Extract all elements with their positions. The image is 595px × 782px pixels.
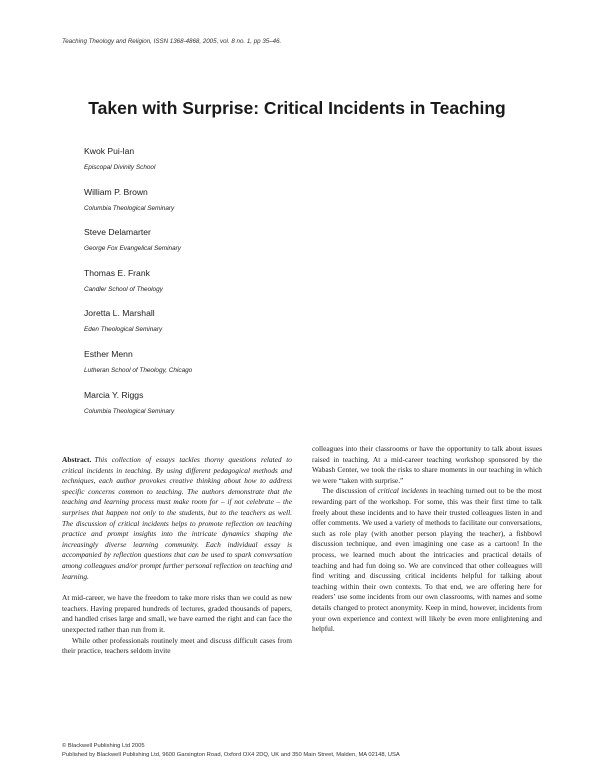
abstract-text: This collection of essays tackles thorny questions related to critical incidents in teaching. By using different pedagogical methods and techniques, each author provokes creative thinking about how to address specific concerns common to teaching. The authors demonstrate that the teaching and learning process must make room for – if not celebrate – the surprises that happen not only to the students, but to the teachers as well. The discussion of critical incidents helps to promote reflection on teaching practice and prompt insights into the intricate dynamics shaping the increasingly diverse learning community. Each individual essay is accompanied by reflection questions that can be used to spark conversation among colleagues and/or prompt further personal reflection on teaching and learning. (62, 455, 292, 581)
journal-citation-header: Teaching Theology and Religion, ISSN 1368-4868, 2005, vol. 8 no. 1, pp 35–46. (62, 38, 282, 45)
body-text: in teaching turned out to be the most rewarding part of the workshop. For some, this was their first time to talk freely about these incidents and to have their trusted colleagues listen in and offer comments. We used a variety of methods to facilitate our conversations, such as role play (with another person playing the teacher), a fishbowl discussion technique, and even imagining one case as a cartoon! In the process, we learned much about the intricacies and practical details of teaching and had fun doing so. We are convinced that other colleagues will find writing and discussing critical incidents helpful for talking about teaching within their own contexts. To that end, we are offering here for readers’ use some incidents from our own classrooms, with names and some details changed to protect anonymity. Keep in mind, however, incidents from your own experience and context will likely be even more enlightening and helpful. (312, 486, 542, 634)
author-entry (84, 390, 384, 431)
author-affiliation: Lutheran School of Theology, Chicago (84, 366, 193, 374)
author-entry (84, 187, 384, 228)
page-footer (62, 742, 400, 759)
abstract-paragraph (62, 455, 292, 582)
author-affiliation: Episcopal Divinity School (84, 164, 156, 171)
abstract-label: Abstract. (62, 455, 92, 464)
author-affiliation: Eden Theological Seminary (84, 326, 163, 334)
left-column (62, 455, 292, 657)
author-affiliation: Columbia Theological Seminary (84, 204, 175, 212)
author-entry (84, 268, 384, 309)
body-paragraph: While other professionals routinely meet and discuss difficult cases from their practice, teachers seldom invite (62, 635, 292, 656)
author-entry (84, 349, 384, 390)
body-paragraph (312, 486, 542, 634)
copyright-notice: © Blackwell Publishing Ltd 2005 (62, 743, 145, 749)
author-name: Esther Menn (84, 348, 133, 359)
body-text: The discussion of (322, 486, 378, 496)
author-list (84, 146, 384, 430)
body-paragraph: colleagues into their classrooms or have the opportunity to talk about issues raised in teaching. At a mid-career teaching workshop sponsored by the Wabash Center, we took the risks to share moments in our teaching in which we were “taken with surprise.” (312, 444, 542, 485)
author-entry (84, 308, 384, 349)
right-column (312, 444, 542, 635)
author-affiliation: Columbia Theological Seminary (84, 407, 175, 415)
author-entry (84, 227, 384, 268)
author-name: Joretta L. Marshall (84, 308, 155, 319)
author-name: Thomas E. Frank (84, 267, 150, 278)
author-name: Kwok Pui-lan (84, 146, 135, 156)
author-entry (84, 146, 384, 187)
emphasis-text: critical incidents (377, 486, 428, 496)
author-name: Steve Delamarter (84, 227, 151, 238)
author-name: Marcia Y. Riggs (84, 389, 144, 400)
author-name: William P. Brown (84, 186, 148, 197)
author-affiliation: Candler School of Theology (84, 285, 163, 293)
article-title: Taken with Surprise: Critical Incidents in Teaching (88, 98, 506, 118)
author-affiliation: George Fox Evangelical Seminary (84, 245, 181, 253)
publisher-notice: Published by Blackwell Publishing Ltd, 9600 Garsington Road, Oxford OX4 2DQ, UK and 350 Main Street, Malden, MA 02148, USA (62, 751, 400, 758)
body-paragraph: At mid-career, we have the freedom to take more risks than we could as new teachers. Having prepared hundreds of lectures, graded thousands of papers, and handled crises large and small, we have earned the right and can face the unexpected rather than run from it. (62, 593, 292, 634)
